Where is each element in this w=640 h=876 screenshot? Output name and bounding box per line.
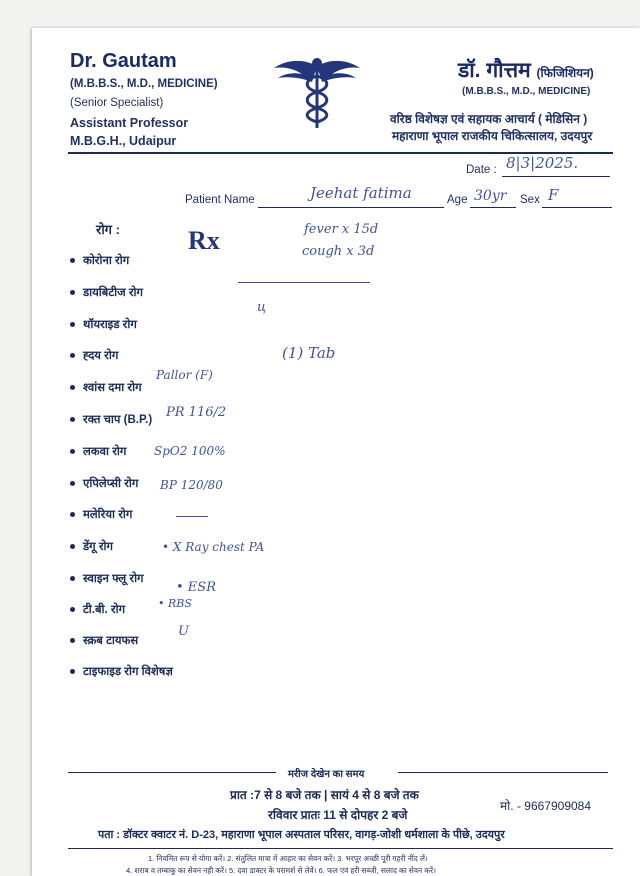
complaint-fever: fever x 15d (304, 222, 379, 237)
disease-item: थॉयराइड रोग (70, 317, 137, 332)
caduceus-logo (272, 52, 362, 130)
tab-note: (1) Tab (282, 344, 336, 362)
complaint-cough: cough x 3d (302, 244, 375, 259)
disease-item: टाइफाइड रोग विशेषज्ञ (70, 664, 173, 679)
footer-line-left (68, 772, 276, 773)
disease-item: मलेरिया रोग (70, 507, 132, 522)
post-en: Assistant Professor (70, 116, 189, 130)
age-value: 30yr (474, 188, 507, 204)
specialty-hi: (फिजिशियन) (536, 66, 594, 80)
disease-item: एपिलेप्सी रोग (70, 476, 138, 491)
spo2-note: SpO2 100% (154, 444, 226, 458)
timing-weekday: प्रात :7 से 8 बजे तक | सायं 4 से 8 बजे तक (230, 788, 419, 802)
disease-item: टी.बी. रोग (70, 602, 125, 617)
diseases-heading: रोग : (96, 222, 120, 237)
disease-item: स्वाइन फ्लू रोग (70, 571, 144, 586)
age-line (470, 207, 516, 208)
footer-divider (68, 848, 613, 849)
sex-value: F (548, 186, 559, 204)
degrees-hi: (M.B.B.S., M.D., MEDICINE) (462, 86, 591, 97)
sex-label: Sex (520, 194, 540, 206)
disease-item: ह्दय रोग (70, 348, 118, 363)
health-note-1: 1. नियमित रूप से योगा करें। 2. संतुलित मात्रा में आहार का सेवन करें। 3. भरपूर अच्छी पूरी गहरी नींद लें। (148, 854, 428, 863)
doctor-name-hi-text: डॉ. गौत्तम (458, 59, 531, 82)
disease-item: स्क्रब टायफस (70, 633, 138, 648)
bp-underline (176, 516, 208, 517)
bp-note: BP 120/80 (160, 478, 223, 492)
u-note: U (178, 624, 189, 639)
hand-underline (238, 282, 370, 283)
patient-name-line (258, 207, 444, 208)
post-hi: वरिष्ठ विशेषज्ञ एवं सहायक आचार्य ( मेडिसिन ) (390, 112, 588, 126)
pallor-note: Pallor (F) (156, 368, 213, 382)
rbs-note: • RBS (158, 597, 192, 610)
disease-item: लकवा रोग (70, 444, 126, 459)
timing-title: मरीज देखेन का समय (288, 769, 365, 780)
date-label: Date : (466, 164, 497, 176)
disease-item: कोरोना रोग (70, 253, 129, 268)
timing-sunday: रविवार प्रातः 11 से दोपहर 2 बजे (268, 808, 408, 822)
disease-item: रक्त चाप (B.P.) (70, 412, 152, 427)
patient-name-label: Patient Name (185, 194, 255, 206)
age-label: Age (447, 194, 468, 206)
disease-item: डायबिटीज रोग (70, 285, 143, 300)
date-line (502, 176, 610, 177)
sex-line (542, 207, 612, 208)
doctor-name-en: Dr. Gautam (70, 50, 177, 72)
pr-note: PR 116/2 (166, 405, 227, 420)
hand-mark: ц (257, 300, 267, 315)
xray-note: • X Ray chest PA (162, 540, 265, 554)
address: पता : डॉक्टर क्वाटर नं. D-23, महाराणा भूपाल अस्पताल परिसर, वागड़-जोशी धर्मशाला के पीछे, उदयपुर (98, 829, 505, 841)
disease-item: श्वांस दमा रोग (70, 380, 142, 395)
health-note-2: 4. शराब व तम्बाकू का सेवन नही करें। 5. दवा डाक्टर के परामर्श से लेवें। 6. फल एवं हरी सब्जी, सलाद का सेवन करें। (126, 866, 436, 875)
patient-name-value: Jeehat fatima (310, 184, 412, 202)
esr-note: • ESR (176, 580, 216, 595)
date-value: 8|3|2025. (506, 154, 579, 172)
degrees-en: (M.B.B.S., M.D., MEDICINE) (70, 78, 218, 90)
footer-line-right (398, 772, 608, 773)
senior-specialist: (Senior Specialist) (70, 97, 164, 109)
disease-item: डेंगू रोग (70, 539, 113, 554)
hospital-hi: महाराणा भूपाल राजकीय चिकित्सालय, उदयपुर (392, 129, 593, 143)
mobile-number: मो. - 9667909084 (500, 799, 592, 813)
rx-symbol: Rx (188, 226, 220, 255)
hospital-en: M.B.G.H., Udaipur (70, 134, 177, 148)
doctor-name-hi (458, 56, 594, 84)
